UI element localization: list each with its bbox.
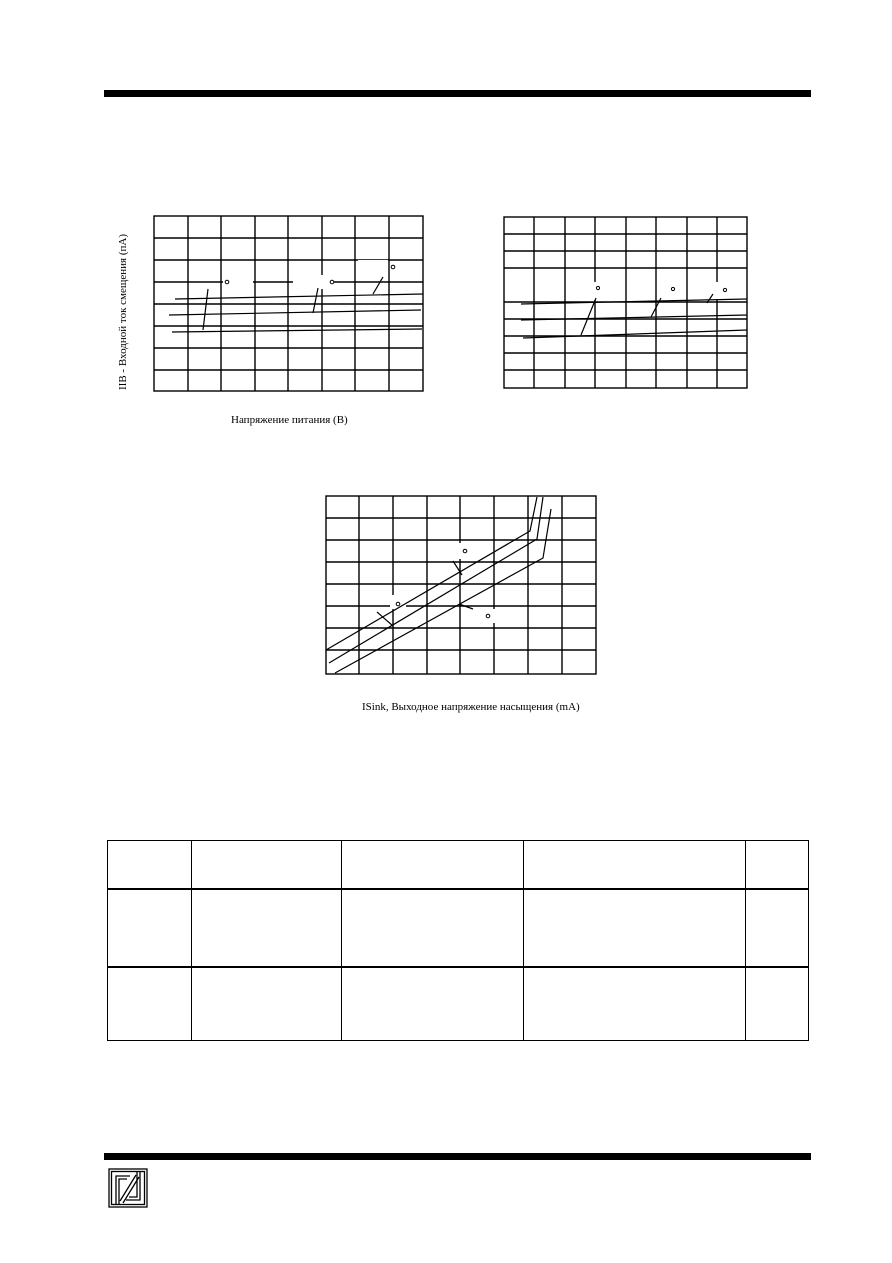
graph-bias-current-vs-supply	[153, 215, 424, 392]
graph-right-characteristic	[503, 216, 748, 389]
graph3-x-axis-label: ISink, Выходное напряжение насыщения (mA)	[362, 701, 580, 713]
table-row	[108, 889, 809, 967]
table-cell	[342, 889, 524, 967]
table-cell	[524, 841, 746, 890]
graph1-x-axis-label: Напряжение питания (В)	[231, 414, 348, 426]
table-cell	[746, 841, 809, 890]
table-cell	[192, 841, 342, 890]
table-cell	[192, 967, 342, 1041]
header-rule	[104, 90, 811, 97]
table-cell	[524, 967, 746, 1041]
graph-output-saturation-voltage	[325, 495, 597, 675]
table-header-row	[108, 841, 809, 890]
table-cell	[342, 967, 524, 1041]
spec-table	[107, 840, 809, 1041]
table-cell	[746, 889, 809, 967]
table-cell	[524, 889, 746, 967]
table-cell	[746, 967, 809, 1041]
table-cell	[108, 967, 192, 1041]
table-cell	[192, 889, 342, 967]
table-cell	[342, 841, 524, 890]
graph1-y-axis-label: IIB - Входной ток смещения (пА)	[117, 234, 129, 390]
table-row	[108, 967, 809, 1041]
footer-rule	[104, 1153, 811, 1160]
table-cell	[108, 889, 192, 967]
company-logo-icon	[108, 1168, 148, 1208]
table-cell	[108, 841, 192, 890]
